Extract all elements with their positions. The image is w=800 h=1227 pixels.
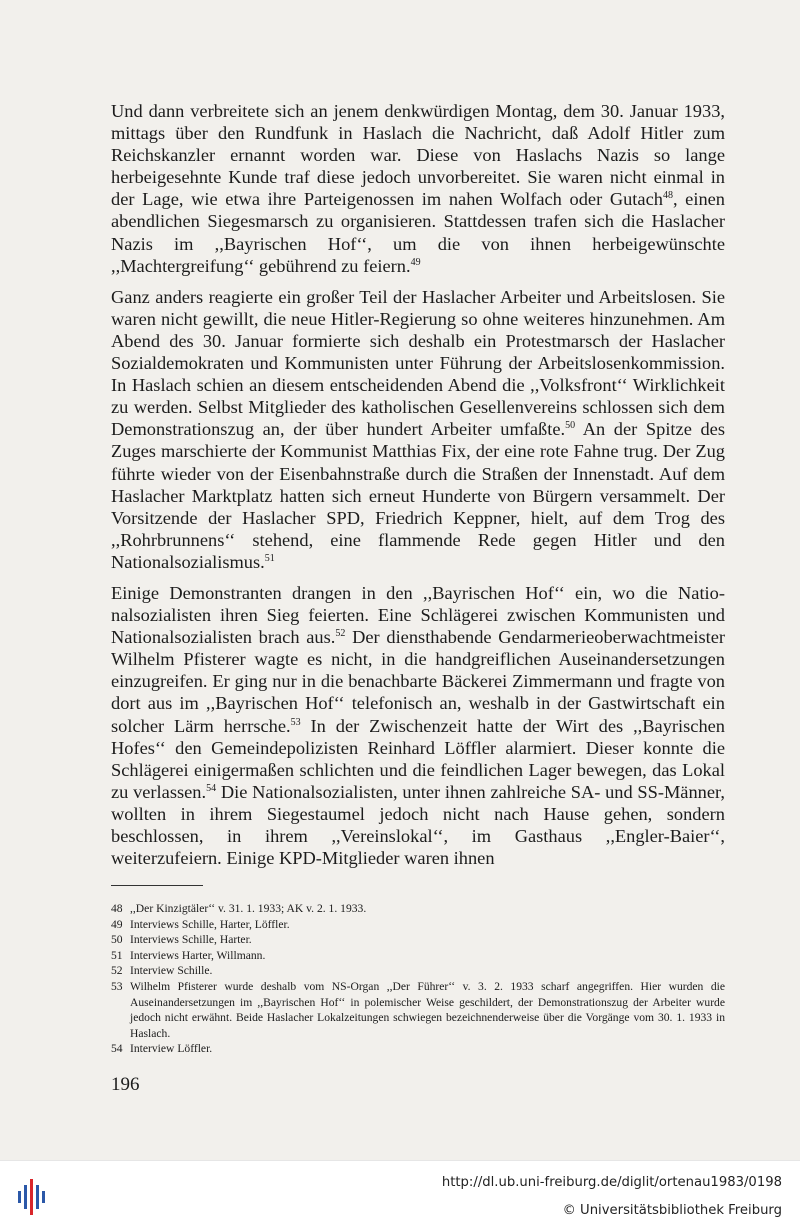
- footnote-54: 54 Interview Löffler.: [111, 1042, 213, 1056]
- footnote-53: 53 Wilhelm Pfisterer wurde deshalb vom NS-Organ ,,Der Führer‘‘ v. 3. 2. 1933 scharf angegriffen. Hier wurden die Auseinandersetzungen im ,,Bayrischen Hof‘‘ in polemischer Weise geschildert, der Demonstrationszug der Arbeiter wurde jedoch nicht erwähnt. Beide Haslacher Lokalzeitungen schwiegen bezeichnenderweise über die Vorgänge vom 30. 1. 1933 in Haslach.: [111, 979, 725, 1040]
- footnote-52: 52 Interview Schille.: [111, 964, 213, 978]
- paragraph-1: Und dann verbreitete sich an jenem denkwürdigen Montag, dem 30. Januar 1933, mittags über den Rundfunk in Haslach die Nachricht, daß Adolf Hitler zum Reichskanzler ernannt worden war. Diese von Haslachs Nazis so lange herbeigesehnte Kunde traf diese jedoch unvorbereitet. Sie waren nicht einmal in der Lage, wie etwa ihre Parteigenossen im nahen Wolfach oder Gutach$^{48}$, einen abendlichen Siegesmarsch zu organisieren. Stattdessen trafen sich die Haslacher Nazis im ,,Bayrischen Hof‘‘, um die von ihnen herbeigewünschte ,,Machtergreifung‘‘ gebührend zu feiern.$^{49}$: [111, 101, 725, 276]
- footnote-ref-53[interactable]: 53: [290, 716, 301, 728]
- footnote-ref-54[interactable]: 54: [206, 782, 217, 794]
- footnote-ref-49[interactable]: 49: [410, 256, 421, 268]
- footnotes: [111, 901, 725, 1057]
- ub-freiburg-logo-icon[interactable]: [12, 1175, 52, 1219]
- footnote-ref-51[interactable]: 51: [264, 552, 275, 564]
- footnote-49: 49 Interviews Schille, Harter, Löffler.: [111, 917, 290, 931]
- permalink-url[interactable]: http://dl.ub.uni-freiburg.de/diglit/ortenau1983/0198: [441, 1175, 782, 1190]
- footnote-50: 50 Interviews Schille, Harter.: [111, 933, 252, 947]
- paragraph-3: Einige Demonstranten drangen in den ,,Bayrischen Hof‘‘ ein, wo die Nationalsozialisten ihren Sieg feierten. Eine Schlägerei zwischen Kommunisten und Nationalsozialisten brach aus.$^{52}$ Der diensthabende Gendarmerieoberwachtmeister Wilhelm Pfisterer wagte es nicht, in die handgreiflichen Auseinandersetzungen einzugreifen. Er ging nur in die benachbarte Bäckerei Zimmermann und fragte von dort aus im ,,Bayrischen Hof‘‘ telefonisch an, weshalb in der Gastwirtschaft ein solcher Lärm herrsche.$^{53}$ In der Zwischenzeit hatte der Wirt des ,,Bayrischen Hofes‘‘ den Gemeindepolizisten Reinhard Löffler alarmiert. Dieser konnte die Schlägerei einigermaßen schlichten und die feindlichen Lager bewegen, das Lokal zu verlassen.$^{54}$ Die Nationalsozialisten, unter ihnen zahlreiche SA- und SS-Männer, wollten in ihrem Siegestaumel jedoch nicht nach Hause gehen, sondern beschlossen, in ihrem ,,Vereinslokal‘‘, im Gasthaus ,,Engler-Baier‘‘, weiterzufeiern. Einige KPD-Mitglieder waren ihnen: [111, 582, 726, 869]
- body-text: [111, 100, 725, 878]
- page-number: 196: [111, 1074, 140, 1095]
- footnote-ref-48[interactable]: 48: [662, 190, 673, 202]
- footnote-ref-50[interactable]: 50: [565, 420, 576, 432]
- viewer-footer: [0, 1160, 800, 1227]
- copyright-notice: © Universitätsbibliothek Freiburg: [562, 1203, 782, 1218]
- paragraph-2: Ganz anders reagierte ein großer Teil der Haslacher Arbeiter und Arbeitslosen. Sie waren nicht gewillt, die neue Hitler-Regierung so ohne weiteres hinzunehmen. Am Abend des 30. Januar formierte sich deshalb ein Protestmarsch der Haslacher Sozialdemokraten und Kommunisten unter Führung der Arbeitslosenkommission. In Haslach schien an diesem entscheidenden Abend die ,,Volksfront‘‘ Wirklichkeit zu werden. Selbst Mitglieder des katholischen Gesellenvereins schlossen sich dem Demonstrationszug an, der über hundert Arbeiter umfaßte.$^{50}$ An der Spitze des Zuges marschierte der Kommunist Matthias Fix, der eine rote Fahne trug. Der Zug führte wieder von der Eisenbahnstraße durch die Straßen der Innenstadt. Auf dem Haslacher Marktplatz hatten sich erneut Hunderte von Bürgern versammelt. Der Vorsitzende der Haslacher SPD, Friedrich Keppner, hielt, auf dem Trog des ,,Rohrbrunnens‘‘ stehend, eine flammende Rede gegen Hitler und den Nationalsozialismus.$^{51}$: [111, 286, 725, 572]
- footnote-48: 48 ,,Der Kinzigtäler‘‘ v. 31. 1. 1933; AK v. 2. 1. 1933.: [111, 902, 367, 915]
- footnote-divider: [111, 885, 203, 886]
- footnote-ref-52[interactable]: 52: [335, 628, 346, 640]
- footnote-51: 51 Interviews Harter, Willmann.: [111, 948, 266, 962]
